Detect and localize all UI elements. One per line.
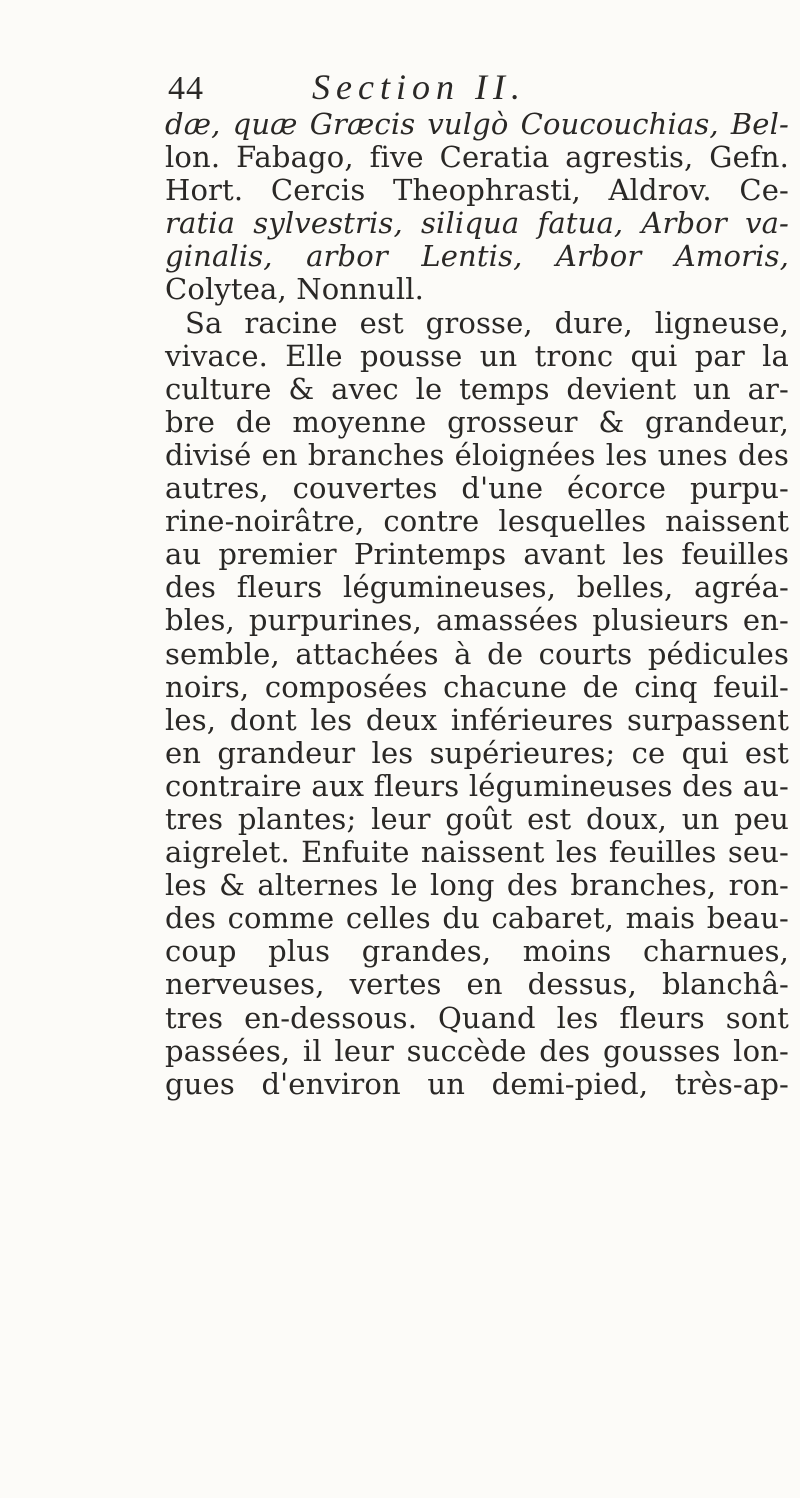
text-line: en grandeur les supérieures; ce qui est [165, 735, 789, 770]
text-line: tres plantes; leur goût est doux, un peu [165, 801, 789, 836]
text-line: au premier Printemps avant les feuilles [165, 537, 789, 572]
text-line: lon. Fabago, five Ceratia agrestis, Gefn. [165, 140, 789, 175]
text-line: semble, attachées à de courts pédicules [165, 636, 789, 671]
text-line: divisé en branches éloignées les unes des [165, 437, 789, 472]
text-line: ratia sylvestris, siliqua fatua, Arbor va- [165, 206, 789, 241]
text-line: nerveuses, vertes en dessus, blanchâ- [165, 967, 789, 1002]
text-line: Hort. Cercis Theophrasti, Aldrov. Ce- [165, 173, 789, 208]
text-line: noirs, composées chacune de cinq feuil- [165, 669, 789, 704]
text-line: bre de moyenne grosseur & grandeur, [165, 404, 789, 439]
running-head: Section II. [312, 67, 526, 107]
text-line: aigrelet. Enfuite naissent les feuilles seu- [165, 835, 789, 870]
text-line: tres en-dessous. Quand les fleurs sont [165, 1000, 789, 1035]
text-line: des fleurs légumineuses, belles, agréa- [165, 570, 789, 605]
text-line: dæ, quæ Græcis vulgò Coucouchias, Bel- [165, 107, 789, 141]
page-number: 44 [168, 70, 204, 107]
text-line: ginalis, arbor Lentis, Arbor Amoris, [165, 239, 789, 274]
text-line: les & alternes le long des branches, ron- [165, 868, 789, 903]
text-line: bles, purpurines, amassées plusieurs en- [165, 603, 789, 638]
text-line: des comme celles du cabaret, mais beau- [165, 901, 789, 936]
body-text [165, 108, 789, 1101]
text-line: Colytea, Nonnull. [165, 272, 425, 307]
text-line: gues d'environ un demi-pied, très-ap- [165, 1066, 789, 1101]
page-header [160, 60, 800, 110]
text-line: rine-noirâtre, contre lesquelles naissent [165, 504, 789, 539]
text-line: vivace. Elle pousse un tronc qui par la [165, 338, 789, 373]
text-line: contraire aux fleurs légumineuses des au- [165, 768, 789, 803]
text-line: autres, couvertes d'une écorce purpu- [165, 471, 789, 506]
text-line: culture & avec le temps devient un ar- [165, 371, 789, 406]
text-line: les, dont les deux inférieures surpassent [165, 702, 789, 737]
text-line: passées, il leur succède des gousses lon- [165, 1033, 789, 1068]
text-line: coup plus grandes, moins charnues, [165, 934, 789, 969]
text-line: Sa racine est grosse, dure, ligneuse, [185, 305, 789, 340]
